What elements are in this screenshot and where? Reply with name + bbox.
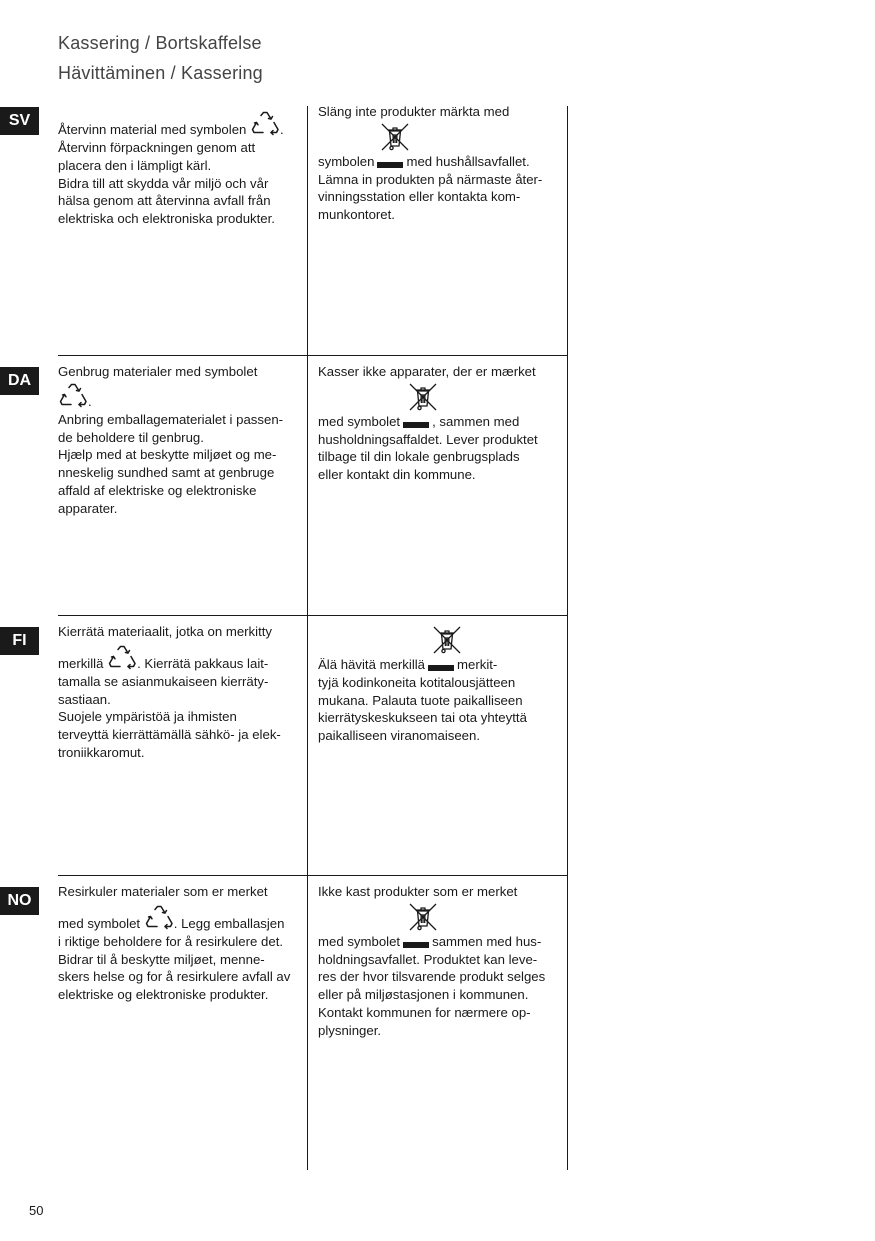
section-divider: [58, 615, 567, 616]
page-title-line-2: Hävittäminen / Kassering: [58, 63, 263, 83]
sv-recycling-text: Återvinn material med symbolen . Återvinn förpackningen genom att placera den i lämpligt kärl. Bidra till att skydda vår miljö och vår hälsa genom att återvinna avfall från elektriska och elektroniska produkter.: [58, 103, 303, 228]
no-disposal-text: Ikke kast produkter som er merket med symbolet sammen med hus- holdningsavfallet. Produktet kan leve- res der hvor tilsvarende produkt selges eller på miljøstasjonen i kommunen. Kontakt kommunen for nærmere op- plysninger.: [318, 884, 546, 1038]
crossed-bin-icon: [380, 121, 410, 153]
language-tab-sv: SV: [0, 107, 39, 135]
language-tab-no: NO: [0, 887, 39, 915]
recycle-icon: [250, 111, 280, 139]
recycle-icon: [107, 645, 137, 673]
fi-recycling-text: Kierrätä materiaalit, jotka on merkitty merkillä . Kierrätä pakkaus lait- tamalla se asianmukaiseen kierräty- sastiaan. Suojele ympäristöä ja ihmisten terveyttä kierrättämällä sähkö- ja elek- troniikkaromut.: [58, 624, 281, 760]
recycle-icon: [58, 383, 88, 411]
page-number: 50: [29, 1203, 44, 1218]
column-divider: [307, 106, 308, 1170]
da-recycling-text: Genbrug materialer med symbolet . Anbring emballagematerialet i passen- de beholdere til genbrug. Hjælp med at beskytte miljøet og me- nneskelig sundhed samt at genbruge affald af elektriske og elektroniske apparater.: [58, 364, 284, 516]
no-recycling-text: Resirkuler materialer som er merket med symbolet . Legg emballasjen i riktige beholdere for å resirkulere det. Bidrar til å beskytte miljøet, menne- skers helse og for å resirkulere avfall av elektriske og elektroniske produkter.: [58, 884, 291, 1003]
black-bar-symbol: [428, 665, 454, 671]
section-divider: [58, 875, 567, 876]
black-bar-symbol: [403, 422, 429, 428]
crossed-bin-icon: [408, 381, 438, 413]
da-disposal-text: Kasser ikke apparater, der er mærket med symbolet , sammen med husholdningsaffaldet. Lever produktet tilbage til din lokale genbrugsplads eller kontakt din kommune.: [318, 364, 538, 483]
language-tab-da: DA: [0, 367, 39, 395]
black-bar-symbol: [377, 162, 403, 168]
crossed-bin-icon: [408, 901, 438, 933]
page-title-line-1: Kassering / Bortskaffelse: [58, 33, 262, 53]
fi-disposal-text: Älä hävitä merkillä merkit- tyjä kodinkoneita kotitalousjätteen mukana. Palauta tuote paikalliseen kierrätyskeskukseen tai ota yhteyttä paikalliseen viranomaiseen.: [318, 624, 563, 745]
black-bar-symbol: [403, 942, 429, 948]
sv-disposal-text: Släng inte produkter märkta med symbolen med hushållsavfallet. Lämna in produkten på närmaste åter- vinningsstation eller kontakta kom- munkontoret.: [318, 104, 543, 223]
recycle-icon: [144, 905, 174, 933]
crossed-bin-icon: [432, 624, 462, 656]
right-border: [567, 106, 568, 1170]
section-divider: [58, 355, 567, 356]
language-tab-fi: FI: [0, 627, 39, 655]
